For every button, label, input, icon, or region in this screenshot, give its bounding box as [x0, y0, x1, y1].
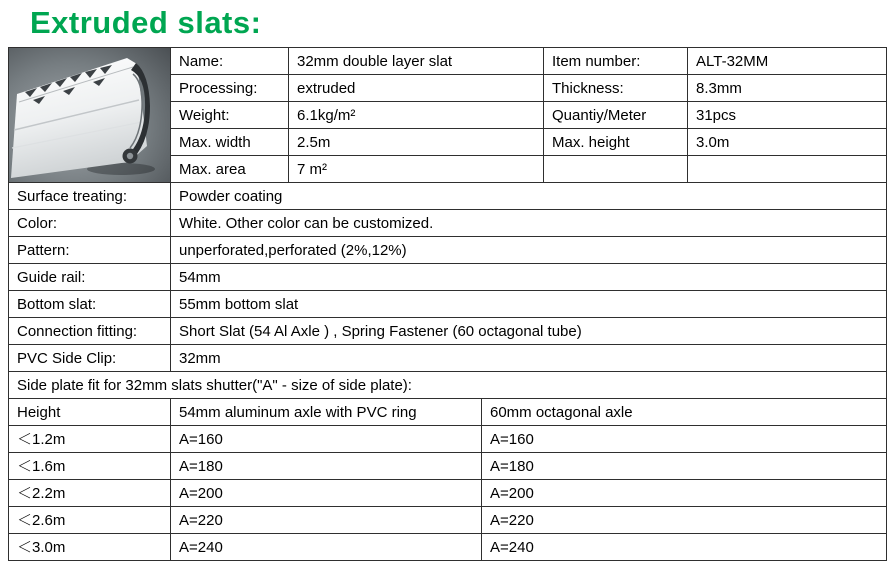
spec-value-max-width: 2.5m	[289, 129, 544, 156]
spec-label-weight: Weight:	[171, 102, 289, 129]
spec-label-empty	[544, 156, 688, 183]
spec-value-pattern: unperforated,perforated (2%,12%)	[171, 237, 887, 264]
spec-label-pvc-side-clip: PVC Side Clip:	[9, 345, 171, 372]
table-row	[9, 237, 887, 264]
spec-sheet	[8, 47, 886, 561]
spec-value-max-height: 3.0m	[688, 129, 887, 156]
spec-value-thickness: 8.3mm	[688, 75, 887, 102]
table-row	[9, 453, 887, 480]
cell-height: ＜3.0m	[9, 534, 171, 561]
spec-value-weight: 6.1kg/m²	[289, 102, 544, 129]
spec-value-bottom-slat: 55mm bottom slat	[171, 291, 887, 318]
spec-label-name: Name:	[171, 48, 289, 75]
cell-axle-60: A=240	[482, 534, 887, 561]
cell-axle-54: A=180	[171, 453, 482, 480]
cell-height: ＜2.2m	[9, 480, 171, 507]
spec-label-surface-treating: Surface treating:	[9, 183, 171, 210]
table-row	[9, 210, 887, 237]
cell-axle-54: A=220	[171, 507, 482, 534]
cell-axle-60: A=200	[482, 480, 887, 507]
spec-value-pvc-side-clip: 32mm	[171, 345, 887, 372]
table-row	[9, 183, 887, 210]
table-row	[9, 372, 887, 399]
table-row	[9, 264, 887, 291]
cell-height: ＜1.6m	[9, 453, 171, 480]
spec-value-guide-rail: 54mm	[171, 264, 887, 291]
cell-height: ＜1.2m	[9, 426, 171, 453]
spec-label-connection-fitting: Connection fitting:	[9, 318, 171, 345]
cell-axle-60: A=220	[482, 507, 887, 534]
spec-value-item-number: ALT-32MM	[688, 48, 887, 75]
table-row	[9, 291, 887, 318]
table-row	[9, 426, 887, 453]
spec-value-max-area: 7 m²	[289, 156, 544, 183]
extruded-slat-photo	[9, 48, 171, 182]
spec-label-max-area: Max. area	[171, 156, 289, 183]
table-row	[9, 345, 887, 372]
spec-label-thickness: Thickness:	[544, 75, 688, 102]
side-plate-table	[8, 398, 887, 561]
page-title: Extruded slats:	[30, 5, 262, 40]
spec-value-surface-treating: Powder coating	[171, 183, 887, 210]
spec-table-top	[8, 47, 887, 183]
spec-table-middle	[8, 182, 887, 399]
cell-height: ＜2.6m	[9, 507, 171, 534]
spec-label-bottom-slat: Bottom slat:	[9, 291, 171, 318]
spec-value-empty	[688, 156, 887, 183]
header-axle-54: 54mm aluminum axle with PVC ring	[171, 399, 482, 426]
spec-label-guide-rail: Guide rail:	[9, 264, 171, 291]
product-photo-cell	[9, 48, 171, 183]
cell-axle-60: A=160	[482, 426, 887, 453]
header-height: Height	[9, 399, 171, 426]
spec-label-pattern: Pattern:	[9, 237, 171, 264]
spec-label-item-number: Item number:	[544, 48, 688, 75]
spec-value-name: 32mm double layer slat	[289, 48, 544, 75]
spec-value-quantity-meter: 31pcs	[688, 102, 887, 129]
table-header-row	[9, 399, 887, 426]
table-row	[9, 48, 887, 75]
side-plate-note: Side plate fit for 32mm slats shutter("A" - size of side plate):	[9, 372, 887, 399]
spec-value-processing: extruded	[289, 75, 544, 102]
spec-label-color: Color:	[9, 210, 171, 237]
table-row	[9, 480, 887, 507]
cell-axle-54: A=160	[171, 426, 482, 453]
table-row	[9, 534, 887, 561]
spec-value-connection-fitting: Short Slat (54 Al Axle ) , Spring Fastener (60 octagonal tube)	[171, 318, 887, 345]
table-row	[9, 318, 887, 345]
spec-label-max-width: Max. width	[171, 129, 289, 156]
spec-label-quantity-meter: Quantiy/Meter	[544, 102, 688, 129]
table-row	[9, 507, 887, 534]
header-axle-60: 60mm octagonal axle	[482, 399, 887, 426]
spec-label-max-height: Max. height	[544, 129, 688, 156]
cell-axle-54: A=240	[171, 534, 482, 561]
cell-axle-60: A=180	[482, 453, 887, 480]
spec-value-color: White. Other color can be customized.	[171, 210, 887, 237]
spec-label-processing: Processing:	[171, 75, 289, 102]
cell-axle-54: A=200	[171, 480, 482, 507]
